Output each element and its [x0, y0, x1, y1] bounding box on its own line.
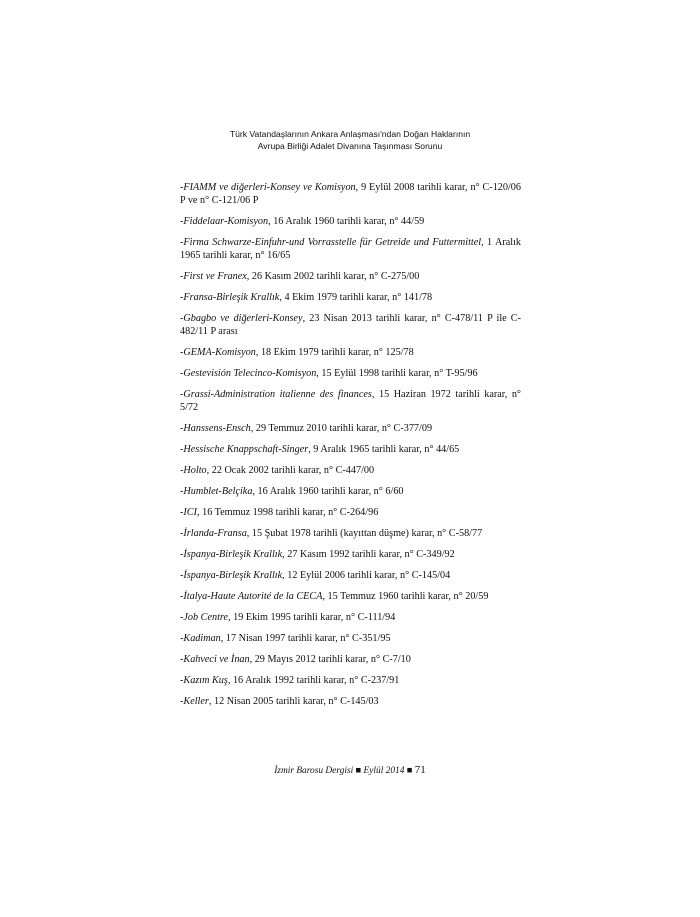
- case-details: , 16 Aralık 1992 tarihli karar, n° C-237/91: [227, 675, 400, 686]
- entry-dash: -: [180, 389, 184, 400]
- case-name: Job Centre: [183, 612, 229, 623]
- entry-dash: -: [180, 271, 184, 282]
- case-entry: [180, 181, 521, 207]
- running-header: [150, 128, 550, 152]
- entry-dash: -: [180, 528, 184, 539]
- entry-dash: -: [180, 675, 184, 686]
- case-name: İrlanda-Fransa: [183, 528, 247, 539]
- case-details: , 22 Ocak 2002 tarihli karar, n° C-447/00: [206, 465, 375, 476]
- case-details: , 9 Aralık 1965 tarihli karar, n° 44/65: [308, 444, 460, 455]
- case-entry: [180, 632, 521, 645]
- entry-dash: -: [180, 292, 184, 303]
- entry-dash: -: [180, 570, 184, 581]
- case-name: Keller: [183, 696, 209, 707]
- case-details: , 12 Nisan 2005 tarihli karar, n° C-145/03: [208, 696, 379, 707]
- entry-dash: -: [180, 313, 184, 324]
- case-name: Firma Schwarze-Einfuhr-und Vorrasstelle für Getreide und Futtermittel: [183, 237, 482, 248]
- entry-dash: -: [180, 696, 184, 707]
- case-entry: [180, 569, 521, 582]
- footer-separator: ■: [406, 766, 413, 776]
- case-name: Gestevisión Telecinco-Komisyon: [183, 368, 317, 379]
- case-name: İtalya-Haute Autorité de la CECA: [183, 591, 323, 602]
- entry-dash: -: [180, 612, 184, 623]
- case-entry: [180, 312, 521, 338]
- case-name: Grassi-Administration italienne des finances: [183, 389, 372, 400]
- case-entry: [180, 346, 521, 359]
- header-line-2: Avrupa Birliği Adalet Divanına Taşınması Sorunu: [257, 141, 443, 151]
- case-entry: [180, 367, 521, 380]
- entry-dash: -: [180, 465, 184, 476]
- footer-journal: İzmir Barosu Dergisi: [274, 766, 354, 776]
- case-details: , 29 Mayıs 2012 tarihli karar, n° C-7/10: [249, 654, 411, 665]
- case-details: , 16 Aralık 1960 tarihli karar, n° 44/59: [268, 216, 425, 227]
- case-entry: [180, 443, 521, 456]
- case-entry: [180, 674, 521, 687]
- case-details: , 17 Nisan 1997 tarihli karar, n° C-351/95: [220, 633, 391, 644]
- case-entry: [180, 548, 521, 561]
- case-entry: [180, 236, 521, 262]
- case-details: , 23 Nisan 2013 tarihli karar, n° C-478/11 P ile C-482/11 P arası: [180, 313, 521, 337]
- entry-dash: -: [180, 486, 184, 497]
- case-name: Fiddelaar-Komisyon: [183, 216, 269, 227]
- case-entry: [180, 611, 521, 624]
- case-name: FIAMM ve diğerleri-Konsey ve Komisyon: [183, 182, 356, 193]
- case-entry: [180, 527, 521, 540]
- entry-dash: -: [180, 423, 184, 434]
- entry-dash: -: [180, 549, 184, 560]
- entry-dash: -: [180, 216, 184, 227]
- case-details: , 16 Aralık 1960 tarihli karar, n° 6/60: [252, 486, 404, 497]
- entry-dash: -: [180, 507, 184, 518]
- case-name: Kazım Kuş: [183, 675, 228, 686]
- case-name: İspanya-Birleşik Krallık: [183, 570, 283, 581]
- case-name: Hessische Knappschaft-Singer: [183, 444, 309, 455]
- entry-dash: -: [180, 444, 184, 455]
- case-entry: [180, 485, 521, 498]
- case-details: , 27 Kasım 1992 tarihli karar, n° C-349/92: [282, 549, 455, 560]
- case-name: Kadiman: [183, 633, 221, 644]
- case-details: , 15 Şubat 1978 tarihli (kayıttan düşme) karar, n° C-58/77: [246, 528, 483, 539]
- case-entry: [180, 388, 521, 414]
- case-entry: [180, 215, 521, 228]
- entry-dash: -: [180, 368, 184, 379]
- case-entry: [180, 464, 521, 477]
- case-name: First ve Franex: [183, 271, 247, 282]
- case-details: , 26 Kasım 2002 tarihli karar, n° C-275/00: [246, 271, 420, 282]
- page-footer: [200, 764, 500, 776]
- case-details: , 15 Temmuz 1960 tarihli karar, n° 20/59: [322, 591, 489, 602]
- case-details: , 16 Temmuz 1998 tarihli karar, n° C-264/96: [197, 507, 379, 518]
- case-entry: [180, 291, 521, 304]
- entry-dash: -: [180, 182, 184, 193]
- case-details: , 19 Ekim 1995 tarihli karar, n° C-111/94: [228, 612, 396, 623]
- entry-dash: -: [180, 591, 184, 602]
- case-details: , 4 Ekim 1979 tarihli karar, n° 141/78: [279, 292, 433, 303]
- case-details: , 29 Temmuz 2010 tarihli karar, n° C-377/09: [250, 423, 433, 434]
- case-list: [180, 181, 521, 716]
- footer-separator: ■: [355, 766, 362, 776]
- case-details: , 15 Eylül 1998 tarihli karar, n° T-95/96: [316, 368, 478, 379]
- case-entry: [180, 590, 521, 603]
- case-name: Gbagbo ve diğerleri-Konsey: [183, 313, 303, 324]
- case-name: Hanssens-Ensch: [183, 423, 251, 434]
- case-name: Humblet-Belçika: [183, 486, 253, 497]
- case-name: Fransa-Birleşik Krallık: [183, 292, 280, 303]
- case-entry: [180, 422, 521, 435]
- entry-dash: -: [180, 654, 184, 665]
- case-name: Holto: [183, 465, 207, 476]
- case-details: , 12 Eylül 2006 tarihli karar, n° C-145/04: [282, 570, 451, 581]
- case-name: Kahveci ve İnan: [183, 654, 250, 665]
- case-entry: [180, 653, 521, 666]
- case-entry: [180, 695, 521, 708]
- entry-dash: -: [180, 347, 184, 358]
- case-entry: [180, 270, 521, 283]
- footer-date: Eylül 2014: [363, 766, 405, 776]
- case-name: ICI: [183, 507, 197, 518]
- case-details: , 9 Eylül 2008 tarihli karar, n° C-120/06 P ve n° C-121/06 P: [180, 182, 521, 206]
- case-details: , 15 Haziran 1972 tarihli karar, n° 5/72: [180, 389, 521, 413]
- page-number: 71: [414, 764, 426, 776]
- case-details: , 18 Ekim 1979 tarihli karar, n° 125/78: [255, 347, 414, 358]
- entry-dash: -: [180, 633, 184, 644]
- case-name: GEMA-Komisyon: [183, 347, 256, 358]
- case-entry: [180, 506, 521, 519]
- case-name: İspanya-Birleşik Krallık: [183, 549, 283, 560]
- entry-dash: -: [180, 237, 184, 248]
- case-details: , 1 Aralık 1965 tarihli karar, n° 16/65: [180, 237, 521, 261]
- header-line-1: Türk Vatandaşlarının Ankara Anlaşması'ndan Doğan Haklarının: [229, 129, 471, 139]
